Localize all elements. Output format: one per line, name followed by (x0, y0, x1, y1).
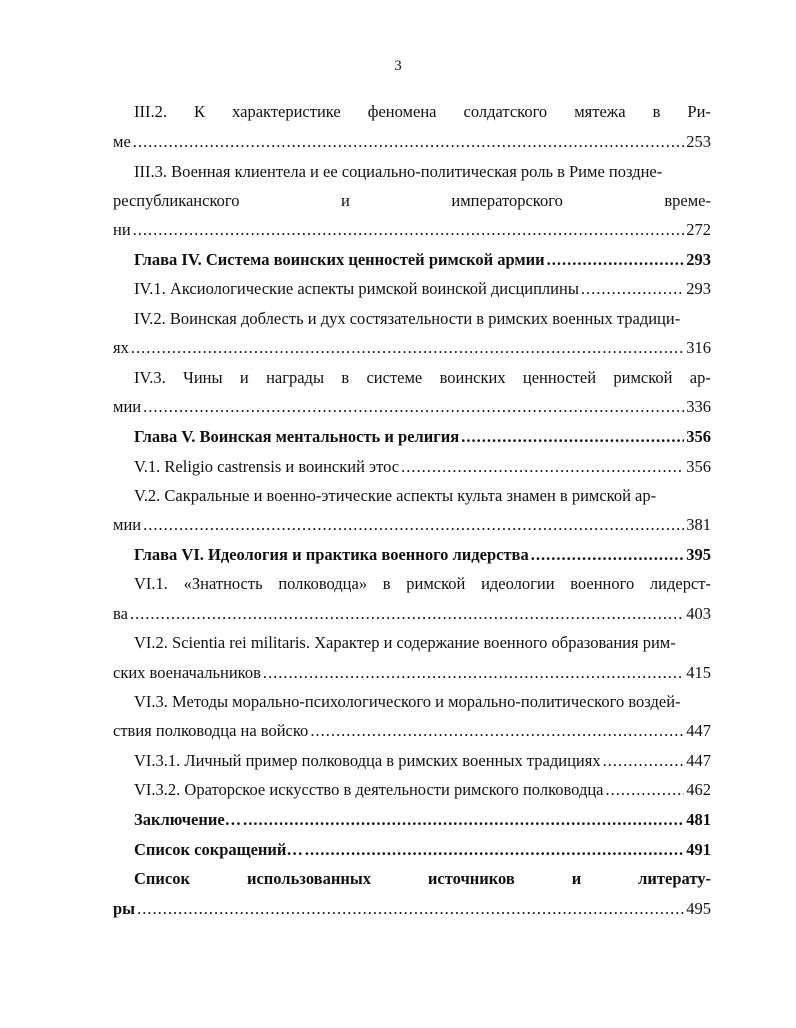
toc-entry-3-3-line1: III.3. Военная клиентела и ее социально-политическая роль в Риме поздне- (134, 162, 663, 181)
toc-entry-5-2-line1: V.2. Сакральные и военно-этические аспекты культа знамен в римской ар- (134, 486, 657, 505)
toc-entry-3-3-line2: республиканского и императорского време- (113, 191, 711, 210)
toc-chapter-5: Глава V. Воинская ментальность и религия ..... 356 (113, 425, 711, 449)
toc-sources-line2: ры ..... 495 (113, 897, 711, 921)
dot-leader (243, 808, 684, 832)
page-ref: 272 (686, 220, 711, 239)
toc-entry-6-3-1: VI.3.1. Личный пример полководца в римских военных традициях ..... 447 (113, 749, 711, 773)
page-ref: 447 (686, 751, 711, 770)
dot-leader (606, 778, 685, 802)
toc-chapter-6: Глава VI. Идеология и практика военного лидерства ..... 395 (113, 543, 711, 567)
dot-leader (547, 248, 685, 272)
page-ref: 481 (686, 810, 711, 829)
toc-entry-6-1-line2: ва ..... 403 (113, 602, 711, 626)
toc-entry-3-2-line1: III.2. К характеристике феномена солдатского мятежа в Ри- (134, 102, 711, 121)
dot-leader (143, 395, 684, 419)
page-ref: 462 (686, 780, 711, 799)
toc-conclusion: Заключение… ..... 481 (113, 808, 711, 832)
toc-entry-3-3-line3: ни ..... 272 (113, 218, 711, 242)
toc-entry-3-2-line2: ме ..... 253 (113, 130, 711, 154)
page-ref: 356 (686, 457, 711, 476)
dot-leader (263, 661, 684, 685)
dot-leader (461, 425, 684, 449)
dot-leader (603, 749, 685, 773)
page-ref: 336 (686, 397, 711, 416)
toc-entry-4-2-line1: IV.2. Воинская доблесть и дух состязательности в римских военных традици- (134, 309, 681, 328)
dot-leader (581, 277, 684, 301)
toc-entry-4-3-line1: IV.3. Чины и награды в системе воинских ценностей римской ар- (134, 368, 711, 387)
toc-entry-6-2-line1: VI.2. Scientia rei militaris. Характер и содержание военного образования рим- (134, 633, 676, 652)
page-ref: 495 (686, 899, 711, 918)
dot-leader (401, 455, 684, 479)
page-ref: 253 (686, 132, 711, 151)
toc-entry-5-1: V.1. Religio castrensis и воинский этос ..... 356 (113, 455, 711, 479)
toc-abbreviations: Список сокращений… ..... 491 (113, 838, 711, 862)
dot-leader (531, 543, 685, 567)
toc-entry-6-3-line1: VI.3. Методы морально-психологического и морально-политического воздей- (134, 692, 681, 711)
dot-leader (133, 218, 685, 242)
page-ref: 447 (686, 721, 711, 740)
toc-entry-6-2-line2: ских военачальников ..... 415 (113, 661, 711, 685)
dot-leader (137, 897, 684, 921)
page-ref: 395 (686, 545, 711, 564)
page-ref: 356 (686, 427, 711, 446)
toc-entry-5-2-line2: мии ..... 381 (113, 513, 711, 537)
dot-leader (130, 602, 684, 626)
toc-entry-6-3-line2: ствия полководца на войско ..... 447 (113, 719, 711, 743)
toc-entry-6-1-line1: VI.1. «Знатность полководца» в римской идеологии военного лидерст- (134, 574, 711, 593)
dot-leader (131, 336, 684, 360)
page-ref: 293 (686, 279, 711, 298)
dot-leader (310, 719, 684, 743)
page-ref: 316 (686, 338, 711, 357)
toc-entry-6-3-2: VI.3.2. Ораторское искусство в деятельности римского полководца ..... 462 (113, 778, 711, 802)
dot-leader (305, 838, 684, 862)
page-ref: 415 (686, 663, 711, 682)
page-ref: 491 (686, 840, 711, 859)
dot-leader (143, 513, 684, 537)
toc-chapter-4: Глава IV. Система воинских ценностей римской армии ..... 293 (113, 248, 711, 272)
dot-leader (133, 130, 684, 154)
toc-sources-line1: Список использованных источников и литерату- (134, 869, 711, 888)
toc-entry-4-1: IV.1. Аксиологические аспекты римской воинской дисциплины ..... 293 (113, 277, 711, 301)
page-number: 3 (394, 58, 402, 74)
toc-entry-4-3-line2: мии ..... 336 (113, 395, 711, 419)
toc-entry-4-2-line2: ях ..... 316 (113, 336, 711, 360)
page-ref: 381 (686, 515, 711, 534)
page-ref: 403 (686, 604, 711, 623)
page-ref: 293 (686, 250, 711, 269)
